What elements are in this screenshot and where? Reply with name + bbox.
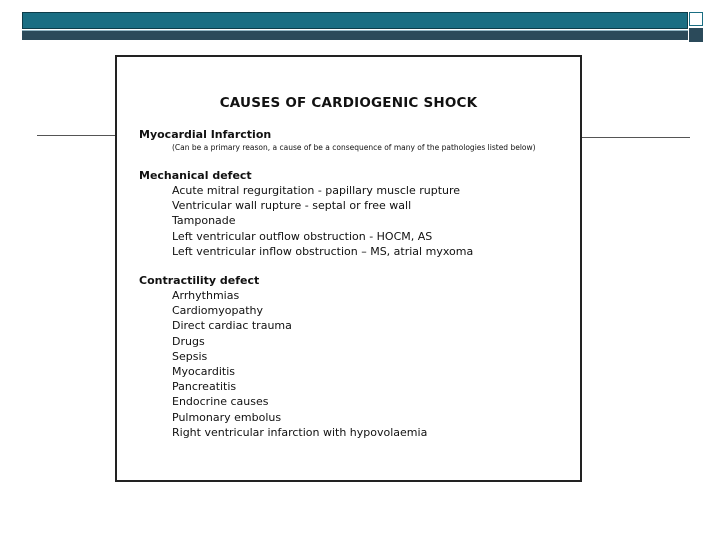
myocardial-section — [139, 128, 570, 153]
list-item: Sepsis — [172, 349, 208, 363]
corner-square-filled-icon — [689, 28, 703, 42]
list-item: Myocarditis — [172, 365, 235, 379]
list-item: Direct cardiac trauma — [172, 319, 292, 333]
right-divider — [582, 137, 690, 138]
list-item: Pancreatitis — [172, 380, 237, 394]
list-item: Pulmonary embolus — [172, 410, 282, 424]
header-bar — [22, 12, 688, 29]
list-item: Left ventricular outflow obstruction - HOCM, AS — [172, 229, 433, 243]
myocardial-heading: Myocardial Infarction — [139, 128, 272, 141]
list-item: Ventricular wall rupture - septal or free wall — [172, 199, 412, 213]
list-item: Tamponade — [172, 214, 236, 228]
mechanical-section — [139, 169, 570, 259]
myocardial-note: (Can be a primary reason, a cause of be a consequence of many of the pathologies listed below) — [172, 143, 536, 152]
left-divider — [37, 135, 115, 136]
list-item: Arrhythmias — [172, 289, 240, 302]
slide-content-image — [115, 55, 582, 482]
corner-square-icon — [689, 12, 703, 26]
list-item: Acute mitral regurgitation - papillary muscle rupture — [172, 184, 461, 197]
mechanical-heading: Mechanical defect — [139, 169, 252, 182]
contractility-heading: Contractility defect — [139, 274, 260, 287]
list-item: Cardiomyopathy — [172, 304, 263, 318]
slide-title: CAUSES OF CARDIOGENIC SHOCK — [219, 95, 478, 111]
contractility-section — [139, 274, 570, 440]
list-item: Endocrine causes — [172, 395, 269, 409]
list-item: Drugs — [172, 334, 205, 348]
header-bar-underline — [22, 30, 688, 40]
list-item: Left ventricular inflow obstruction – MS, atrial myxoma — [172, 244, 474, 258]
header-corner-squares — [689, 12, 703, 40]
list-item: Right ventricular infarction with hypovolaemia — [172, 425, 428, 439]
